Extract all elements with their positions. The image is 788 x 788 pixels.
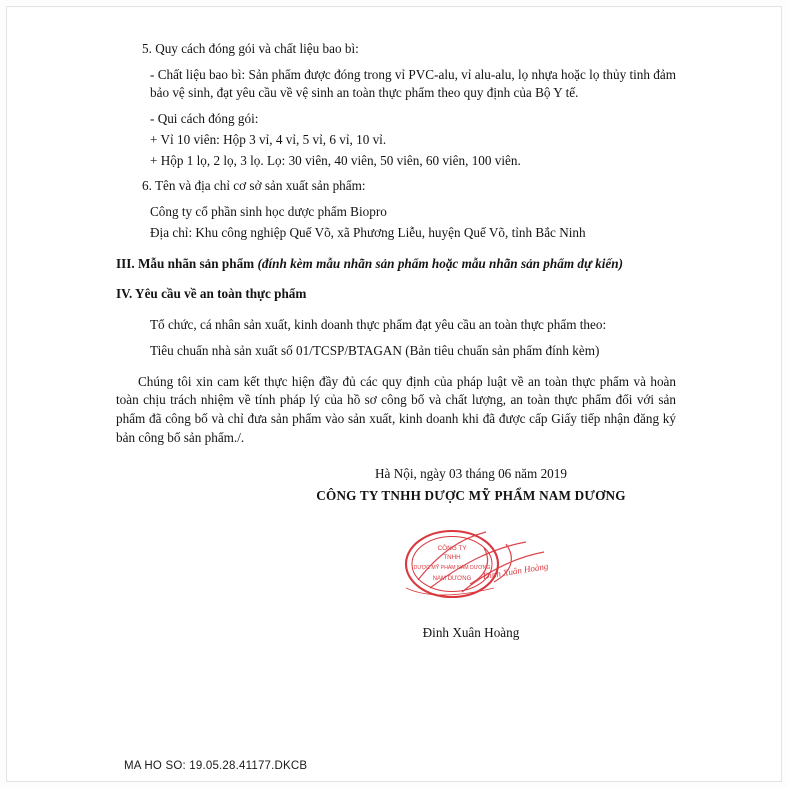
roman4-line1: Tổ chức, cá nhân sản xuất, kinh doanh thực phẩm đạt yêu cầu an toàn thực phẩm theo: [150, 317, 607, 333]
roman4-line2: Tiêu chuẩn nhà sản xuất số 01/TCSP/BTAGAN (Bản tiêu chuẩn sản phẩm đính kèm) [150, 342, 600, 358]
signature-company: CÔNG TY TNHH DƯỢC MỸ PHẨM NAM DƯƠNG [316, 488, 626, 504]
section-item6-title: 6. Tên và địa chỉ cơ sở sản xuất sản phẩm: [142, 178, 366, 194]
signer-name: Đinh Xuân Hoàng [422, 624, 520, 640]
signature-place-date: Hà Nội, ngày 03 tháng 06 năm 2019 [375, 466, 567, 482]
stamp-area [266, 506, 676, 624]
section-item6-address: Địa chỉ: Khu công nghiệp Quế Võ, xã Phương Liễu, huyện Quế Võ, tỉnh Bắc Ninh [150, 224, 586, 240]
section-roman4-heading: IV. Yêu cầu về an toàn thực phẩm [116, 286, 307, 302]
section-item6-company: Công ty cổ phần sinh học dược phẩm Biopro [150, 204, 387, 220]
seal-line2: TNHH [443, 553, 461, 561]
section-item5-pack-2: + Hộp 1 lọ, 2 lọ, 3 lọ. Lọ: 30 viên, 40 viên, 50 viên, 60 viên, 100 viên. [150, 152, 521, 168]
company-seal-icon [366, 518, 576, 618]
document-content [116, 40, 676, 643]
seal-line4: NAM DƯƠNG [432, 575, 472, 582]
commitment-paragraph: Chúng tôi xin cam kết thực hiện đầy đủ các quy định của pháp luật về an toàn thực phẩm và hoàn toàn chịu trách nhiệm về tính pháp lý của hồ sơ công bố và chất lượng, an toàn thực phẩm đối với sản phẩm đã công bố và chỉ đưa sản phẩm vào sản xuất, kinh doanh khi đã được cấp Giấy tiếp nhận đăng ký bản công bố sản phẩm./. [116, 373, 676, 445]
roman3-note: (đính kèm mẫu nhãn sản phẩm hoặc mẫu nhãn sản phẩm dự kiến) [257, 255, 624, 271]
seal-line3: DƯỢC MỸ PHẨM NAM DƯƠNG [413, 564, 491, 571]
section-item5-title: 5. Quy cách đóng gói và chất liệu bao bì: [142, 41, 359, 56]
section-roman3-heading [116, 255, 676, 274]
seal-line1: CÔNG TY [437, 544, 467, 552]
signature-block [116, 465, 676, 642]
section-item5-material: - Chất liệu bao bì: Sản phẩm được đóng trong vỉ PVC-alu, vỉ alu-alu, lọ nhựa hoặc lọ thủy tinh đảm bảo vệ sinh, đạt yêu cầu về vệ sinh an toàn thực phẩm theo quy định của Bộ Y tế. [150, 66, 676, 101]
document-footer-code: MA HO SO: 19.05.28.41177.DKCB [124, 760, 308, 772]
section-item5-pack-title: - Qui cách đóng gói: [150, 111, 259, 127]
roman3-label: III. Mẫu nhãn sản phẩm [116, 255, 255, 271]
seal-handwriting: Đinh Xuân Hoàng [482, 560, 549, 582]
section-item5-pack-1: + Vỉ 10 viên: Hộp 3 vỉ, 4 vỉ, 5 vỉ, 6 vỉ, 10 vỉ. [150, 131, 387, 147]
